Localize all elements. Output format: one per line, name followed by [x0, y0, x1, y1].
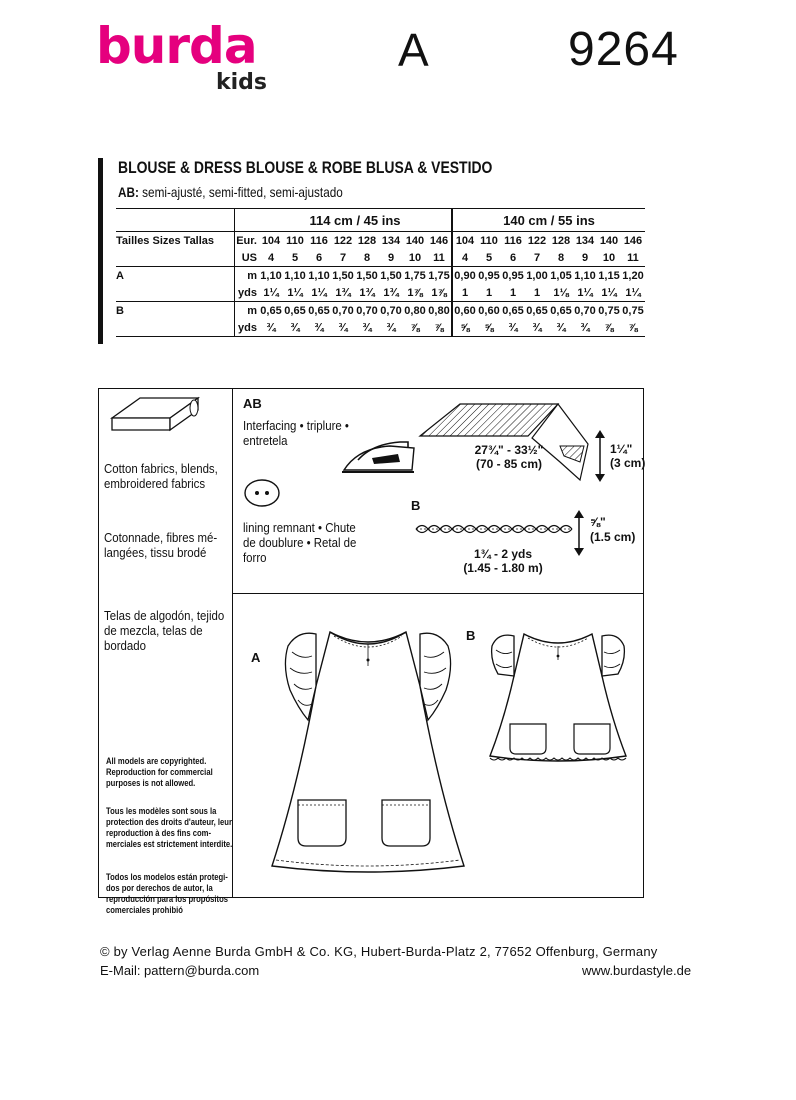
lining-text: lining remnant • Chute de doublure • Retal de forro: [243, 520, 357, 565]
section-bar: [98, 158, 103, 344]
copyright-fr: Tous les modèles sont sous la protection des droits d'auteur, leur reproduction à des fins com-merciales est strictement interdite.: [106, 806, 233, 849]
trim-length: 1¾ - 2 yds: [473, 547, 533, 561]
bias-width-arrow: [594, 428, 606, 484]
trim-width-cm: (1.5 cm): [590, 530, 636, 544]
trim-width-arrow: [573, 508, 585, 558]
contact-email[interactable]: E-Mail: pattern@burda.com: [100, 963, 260, 978]
width-140: 140 cm / 55 ins: [452, 209, 645, 232]
row-a-yds: yds 1¼ 1¼ 1¼ 1¾ 1¾ 1¾ 1⅞ 1⅞ 1 1 1 1 1⅛ 1¼ 1¼ 1¼: [116, 284, 645, 302]
copyright-es: Todos los modelos están protegi-dos por derechos de autor, la reproducción para los propósitos comerciales prohibió: [106, 872, 229, 915]
yardage-table: [116, 208, 645, 337]
view-letter: A: [398, 24, 429, 76]
iron-icon: [338, 440, 418, 480]
publisher-address: © by Verlag Aenne Burda GmbH & Co. KG, Hubert-Burda-Platz 2, 77652 Offenburg, Germany: [100, 944, 658, 959]
fabric-fr: Cotonnade, fibres mé-langées, tissu brodé: [104, 530, 218, 560]
bias-length-cm: (70 - 85 cm): [475, 457, 543, 471]
bias-length: 27¾" - 33½": [474, 443, 544, 457]
us-label: US: [235, 249, 260, 267]
dress-a-illustration: [268, 616, 468, 884]
fit-description: [118, 184, 343, 200]
row-b-label: B: [116, 302, 235, 320]
copyright-en: All models are copyrighted. Reproduction for commercial purposes is not allowed.: [106, 756, 213, 788]
brand-sub: kids: [216, 70, 268, 95]
brand-name: burda: [96, 17, 257, 75]
fabric-es: Telas de algodón, tejido de mezcla, telas de bordado: [104, 608, 225, 653]
fabric-roll-icon: [110, 396, 200, 436]
notions-b-label: B: [411, 498, 421, 513]
burda-kids-logo: [96, 18, 286, 108]
eur-label: Eur.: [235, 232, 260, 250]
width-114: 114 cm / 45 ins: [259, 209, 452, 232]
pattern-number: 9264: [568, 23, 679, 76]
garment-title: BLOUSE & DRESS BLOUSE & ROBE BLUSA & VESTIDO: [118, 158, 493, 177]
eur-size-row: Tailles Sizes Tallas Eur. 104 110 116 122 128 134 140 146 104 110 116 122 128 134 140 146: [116, 232, 645, 250]
interfacing-text: Interfacing • triplure • entretela: [243, 418, 349, 448]
button-icon: [242, 478, 282, 508]
website-link[interactable]: www.burdastyle.de: [582, 963, 692, 978]
notions-ab-label: AB: [243, 396, 262, 411]
trim-width: ⅝": [590, 515, 606, 529]
blouse-b-illustration: [478, 620, 638, 770]
us-size-row: US 4 5 6 7 8 9 10 11 4 5 6 7 8 9 10 11: [116, 249, 645, 267]
fabric-en: Cotton fabrics, blends, embroidered fabrics: [104, 461, 218, 491]
bias-width-cm: (3 cm): [610, 456, 646, 470]
fit-label: AB:: [118, 184, 139, 200]
row-b-m: B m 0,65 0,65 0,65 0,70 0,70 0,70 0,80 0,80 0,60 0,60 0,65 0,65 0,65 0,70 0,75 0,75: [116, 302, 645, 320]
size-label: Tailles Sizes Tallas: [116, 232, 235, 250]
row-a-m: A m 1,10 1,10 1,10 1,50 1,50 1,50 1,75 1,75 0,90 0,95 0,95 1,00 1,05 1,10 1,15 1,20: [116, 267, 645, 285]
fit-text: semi-ajusté, semi-fitted, semi-ajustado: [138, 184, 343, 200]
bias-width: 1¼": [610, 442, 633, 456]
model-a-label: A: [251, 650, 261, 665]
model-b-label: B: [466, 628, 476, 643]
trim-length-cm: (1.45 - 1.80 m): [463, 561, 543, 575]
row-b-yds: yds ¾ ¾ ¾ ¾ ¾ ¾ ⅞ ⅞ ⅝ ⅝ ¾ ¾ ¾ ¾ ⅞ ⅞: [116, 319, 645, 337]
lace-trim-icon: [414, 520, 574, 538]
row-a-label: A: [116, 267, 235, 285]
